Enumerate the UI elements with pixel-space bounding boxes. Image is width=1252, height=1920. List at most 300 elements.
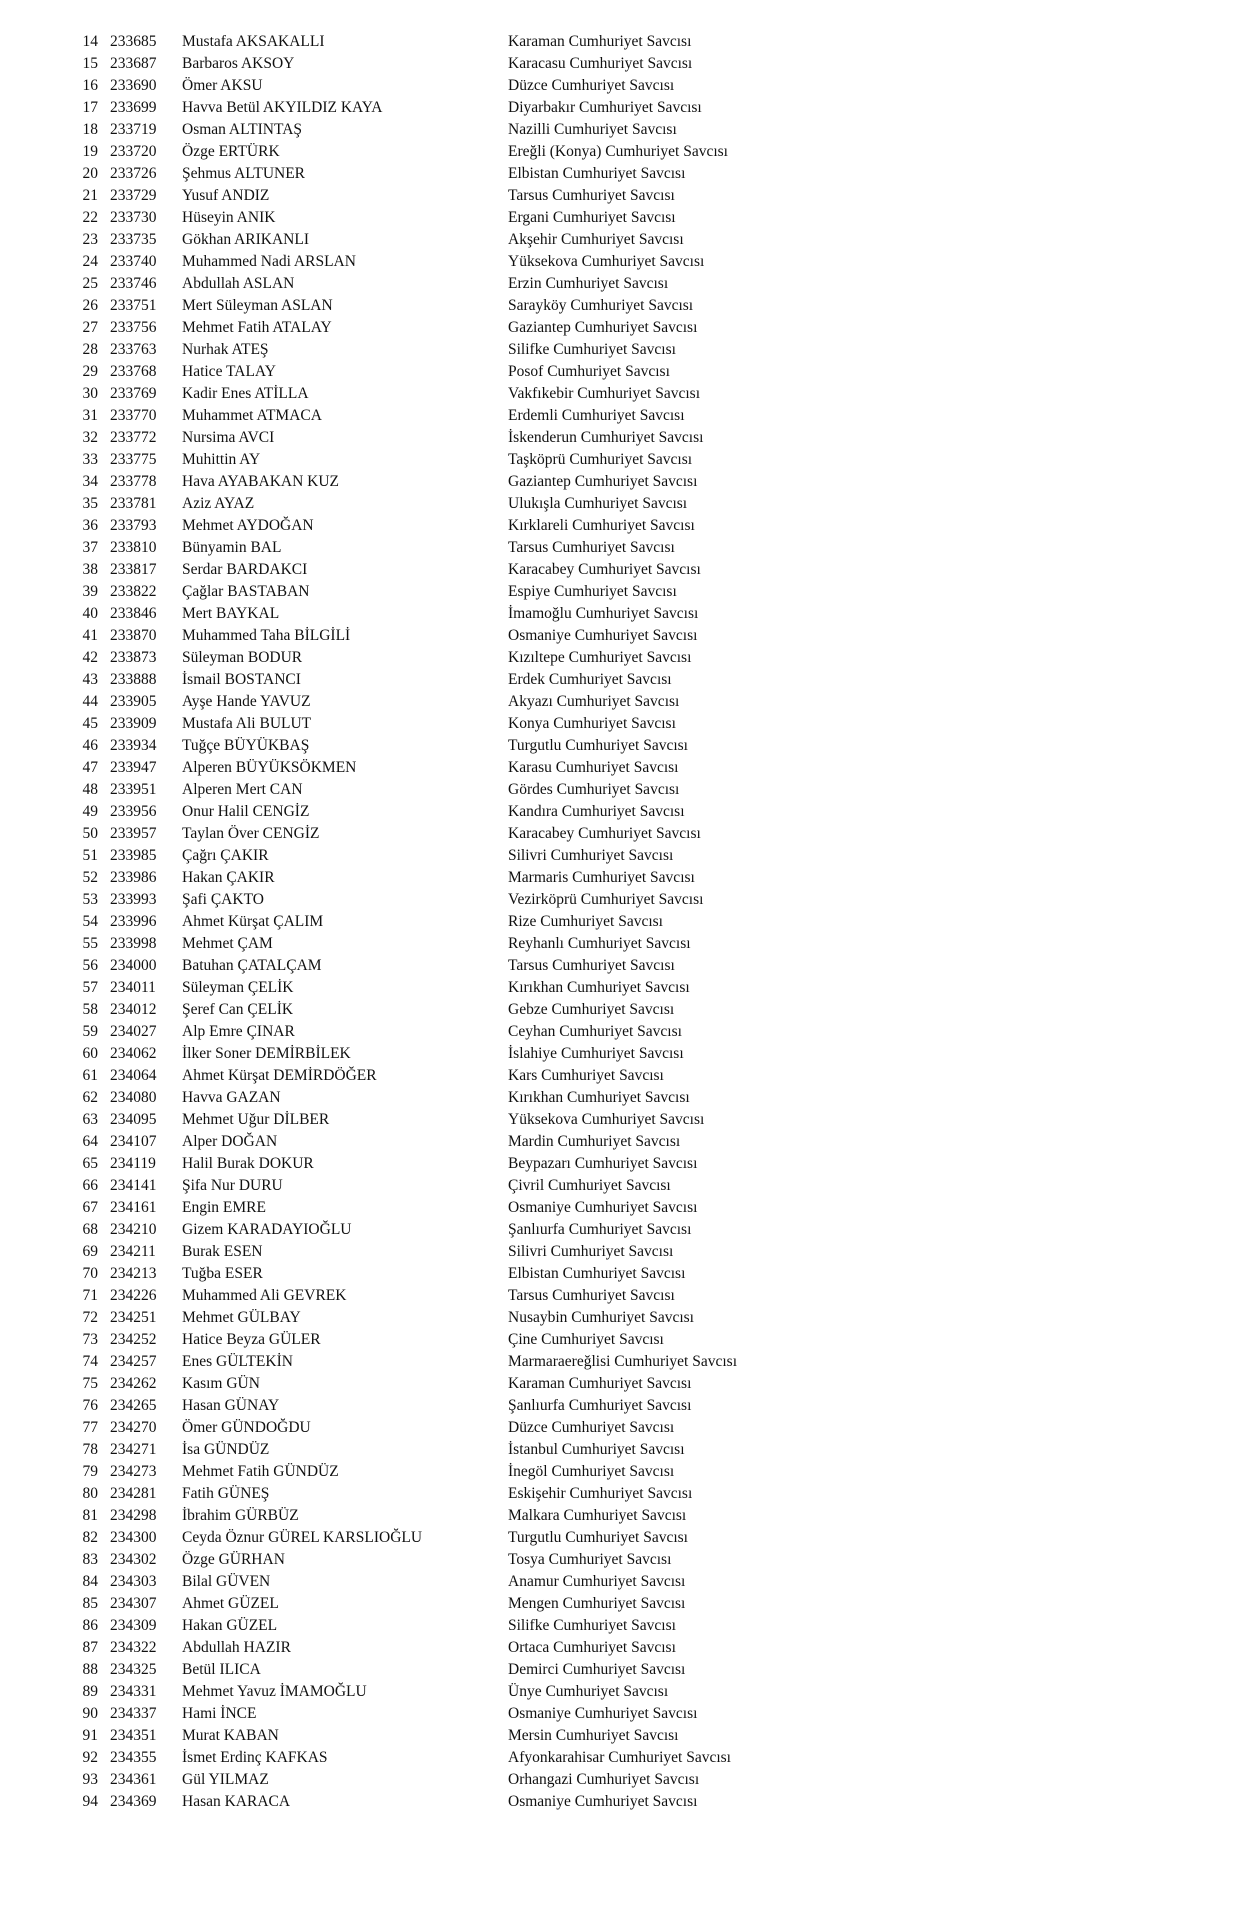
list-row — [0, 647, 1252, 669]
row-number: 42 — [82, 649, 98, 666]
row-number: 33 — [82, 451, 98, 468]
registry-number: 233781 — [110, 495, 157, 512]
person-name: Ahmet Kürşat ÇALIM — [182, 913, 324, 930]
registry-number: 234210 — [110, 1221, 157, 1238]
row-number: 49 — [82, 803, 98, 820]
list-row — [0, 823, 1252, 845]
registry-number: 234355 — [110, 1749, 157, 1766]
assigned-post: Gaziantep Cumhuriyet Savcısı — [508, 473, 698, 490]
assigned-post: Kızıltepe Cumhuriyet Savcısı — [508, 649, 692, 666]
row-number: 21 — [82, 187, 98, 204]
person-name: Muhammet ATMACA — [182, 407, 322, 424]
assigned-post: Karaman Cumhuriyet Savcısı — [508, 33, 692, 50]
registry-number: 233993 — [110, 891, 157, 908]
person-name: Mert Süleyman ASLAN — [182, 297, 333, 314]
person-name: Özge ERTÜRK — [182, 143, 280, 160]
registry-number: 233769 — [110, 385, 157, 402]
list-row — [0, 1219, 1252, 1241]
assigned-post: Akyazı Cumhuriyet Savcısı — [508, 693, 680, 710]
list-row — [0, 911, 1252, 933]
person-name: İsa GÜNDÜZ — [182, 1441, 270, 1458]
row-number: 14 — [82, 33, 98, 50]
row-number: 68 — [82, 1221, 98, 1238]
registry-number: 233996 — [110, 913, 157, 930]
registry-number: 234270 — [110, 1419, 157, 1436]
list-row — [0, 889, 1252, 911]
row-number: 64 — [82, 1133, 98, 1150]
person-name: Osman ALTINTAŞ — [182, 121, 303, 138]
registry-number: 233934 — [110, 737, 157, 754]
list-row — [0, 75, 1252, 97]
registry-number: 234331 — [110, 1683, 157, 1700]
registry-number: 234080 — [110, 1089, 157, 1106]
registry-number: 234252 — [110, 1331, 157, 1348]
assigned-post: Vakfıkebir Cumhuriyet Savcısı — [508, 385, 700, 402]
assigned-post: Taşköprü Cumhuriyet Savcısı — [508, 451, 693, 468]
list-row — [0, 625, 1252, 647]
assigned-post: Ortaca Cumhuriyet Savcısı — [508, 1639, 676, 1656]
list-row — [0, 1483, 1252, 1505]
person-name: Mert BAYKAL — [182, 605, 280, 622]
person-name: Mehmet Fatih ATALAY — [182, 319, 332, 336]
person-name: Muhittin AY — [182, 451, 261, 468]
list-row — [0, 185, 1252, 207]
row-number: 35 — [82, 495, 98, 512]
list-row — [0, 691, 1252, 713]
assigned-post: Silifke Cumhuriyet Savcısı — [508, 341, 676, 358]
person-name: Kadir Enes ATİLLA — [182, 385, 309, 402]
list-row — [0, 449, 1252, 471]
person-name: Hatice Beyza GÜLER — [182, 1331, 321, 1348]
registry-number: 233740 — [110, 253, 157, 270]
assigned-post: Tosya Cumhuriyet Savcısı — [508, 1551, 672, 1568]
assigned-post: Şanlıurfa Cumhuriyet Savcısı — [508, 1221, 692, 1238]
row-number: 46 — [82, 737, 98, 754]
list-row — [0, 1659, 1252, 1681]
registry-number: 233729 — [110, 187, 157, 204]
registry-number: 234369 — [110, 1793, 157, 1810]
person-name: Abdullah HAZIR — [182, 1639, 291, 1656]
row-number: 79 — [82, 1463, 98, 1480]
person-name: Hatice TALAY — [182, 363, 276, 380]
assigned-post: Yüksekova Cumhuriyet Savcısı — [508, 253, 705, 270]
assigned-post: Kars Cumhuriyet Savcısı — [508, 1067, 664, 1084]
row-number: 83 — [82, 1551, 98, 1568]
row-number: 60 — [82, 1045, 98, 1062]
list-row — [0, 1329, 1252, 1351]
row-number: 65 — [82, 1155, 98, 1172]
list-row — [0, 361, 1252, 383]
registry-number: 234298 — [110, 1507, 157, 1524]
registry-number: 234337 — [110, 1705, 157, 1722]
person-name: Havva GAZAN — [182, 1089, 281, 1106]
assigned-post: Tarsus Cumhuriyet Savcısı — [508, 957, 675, 974]
registry-number: 234309 — [110, 1617, 157, 1634]
list-row — [0, 801, 1252, 823]
registry-number: 234273 — [110, 1463, 157, 1480]
assigned-post: İnegöl Cumhuriyet Savcısı — [508, 1463, 675, 1480]
list-row — [0, 1109, 1252, 1131]
registry-number: 233817 — [110, 561, 157, 578]
row-number: 55 — [82, 935, 98, 952]
assigned-post: Karasu Cumhuriyet Savcısı — [508, 759, 679, 776]
assigned-post: Anamur Cumhuriyet Savcısı — [508, 1573, 686, 1590]
row-number: 80 — [82, 1485, 98, 1502]
assigned-post: İstanbul Cumhuriyet Savcısı — [508, 1441, 685, 1458]
row-number: 57 — [82, 979, 98, 996]
assigned-post: Elbistan Cumhuriyet Savcısı — [508, 165, 686, 182]
list-row — [0, 977, 1252, 999]
person-name: Gizem KARADAYIOĞLU — [182, 1221, 352, 1238]
list-row — [0, 1769, 1252, 1791]
registry-number: 233947 — [110, 759, 157, 776]
person-name: Süleyman BODUR — [182, 649, 303, 666]
person-name: Mehmet ÇAM — [182, 935, 273, 952]
registry-number: 233687 — [110, 55, 157, 72]
row-number: 78 — [82, 1441, 98, 1458]
assigned-post: Tarsus Cumhuriyet Savcısı — [508, 1287, 675, 1304]
assigned-post: Tarsus Cumhuriyet Savcısı — [508, 187, 675, 204]
registry-number: 233822 — [110, 583, 157, 600]
registry-number: 234107 — [110, 1133, 157, 1150]
assigned-post: Sarayköy Cumhuriyet Savcısı — [508, 297, 694, 314]
person-name: Enes GÜLTEKİN — [182, 1353, 293, 1370]
list-row — [0, 1461, 1252, 1483]
list-row — [0, 845, 1252, 867]
registry-number: 234226 — [110, 1287, 157, 1304]
assigned-post: Kandıra Cumhuriyet Savcısı — [508, 803, 685, 820]
registry-number: 234265 — [110, 1397, 157, 1414]
assigned-post: Karacabey Cumhuriyet Savcısı — [508, 561, 701, 578]
row-number: 82 — [82, 1529, 98, 1546]
assigned-post: Çivril Cumhuriyet Savcısı — [508, 1177, 671, 1194]
registry-number: 233951 — [110, 781, 157, 798]
registry-number: 233751 — [110, 297, 157, 314]
list-row — [0, 1153, 1252, 1175]
assigned-post: Yüksekova Cumhuriyet Savcısı — [508, 1111, 705, 1128]
registry-number: 233909 — [110, 715, 157, 732]
row-number: 74 — [82, 1353, 98, 1370]
row-number: 52 — [82, 869, 98, 886]
person-name: Ömer GÜNDOĞDU — [182, 1419, 311, 1436]
person-name: Hasan GÜNAY — [182, 1397, 280, 1414]
registry-number: 233905 — [110, 693, 157, 710]
row-number: 36 — [82, 517, 98, 534]
list-row — [0, 1043, 1252, 1065]
person-name: Süleyman ÇELİK — [182, 979, 294, 996]
assigned-post: Elbistan Cumhuriyet Savcısı — [508, 1265, 686, 1282]
row-number: 94 — [82, 1793, 98, 1810]
person-name: Barbaros AKSOY — [182, 55, 295, 72]
person-name: Gül YILMAZ — [182, 1771, 269, 1788]
person-name: Alp Emre ÇINAR — [182, 1023, 295, 1040]
person-name: İsmail BOSTANCI — [182, 671, 301, 688]
row-number: 39 — [82, 583, 98, 600]
list-row — [0, 603, 1252, 625]
row-number: 51 — [82, 847, 98, 864]
row-number: 81 — [82, 1507, 98, 1524]
person-name: Serdar BARDAKCI — [182, 561, 308, 578]
assigned-post: Nazilli Cumhuriyet Savcısı — [508, 121, 677, 138]
assigned-post: Karaman Cumhuriyet Savcısı — [508, 1375, 692, 1392]
list-row — [0, 1549, 1252, 1571]
person-name: Alperen BÜYÜKSÖKMEN — [182, 759, 357, 776]
list-row — [0, 537, 1252, 559]
registry-number: 234012 — [110, 1001, 157, 1018]
list-row — [0, 1637, 1252, 1659]
person-name: Çağlar BASTABAN — [182, 583, 310, 600]
person-name: Gökhan ARIKANLI — [182, 231, 309, 248]
person-name: Bilal GÜVEN — [182, 1573, 271, 1590]
person-name: Mustafa AKSAKALLI — [182, 33, 325, 50]
row-number: 22 — [82, 209, 98, 226]
person-name: Çağrı ÇAKIR — [182, 847, 269, 864]
assigned-post: Mersin Cumhuriyet Savcısı — [508, 1727, 679, 1744]
person-name: Kasım GÜN — [182, 1375, 260, 1392]
person-name: Betül ILICA — [182, 1661, 261, 1678]
registry-number: 233726 — [110, 165, 157, 182]
person-name: Fatih GÜNEŞ — [182, 1485, 270, 1502]
list-row — [0, 31, 1252, 53]
assigned-post: Akşehir Cumhuriyet Savcısı — [508, 231, 684, 248]
row-number: 30 — [82, 385, 98, 402]
assigned-post: İslahiye Cumhuriyet Savcısı — [508, 1045, 684, 1062]
row-number: 31 — [82, 407, 98, 424]
person-name: Havva Betül AKYILDIZ KAYA — [182, 99, 383, 116]
assigned-post: Orhangazi Cumhuriyet Savcısı — [508, 1771, 700, 1788]
person-name: Nursima AVCI — [182, 429, 275, 446]
assigned-post: Vezirköprü Cumhuriyet Savcısı — [508, 891, 704, 908]
registry-number: 233998 — [110, 935, 157, 952]
row-number: 59 — [82, 1023, 98, 1040]
person-name: Şafi ÇAKTO — [182, 891, 264, 908]
row-number: 84 — [82, 1573, 98, 1590]
assigned-post: Ceyhan Cumhuriyet Savcısı — [508, 1023, 682, 1040]
list-row — [0, 779, 1252, 801]
assigned-post: Rize Cumhuriyet Savcısı — [508, 913, 663, 930]
row-number: 76 — [82, 1397, 98, 1414]
row-number: 86 — [82, 1617, 98, 1634]
registry-number: 234281 — [110, 1485, 157, 1502]
assigned-post: Gaziantep Cumhuriyet Savcısı — [508, 319, 698, 336]
list-row — [0, 1417, 1252, 1439]
person-name: Mehmet AYDOĞAN — [182, 517, 314, 534]
row-number: 70 — [82, 1265, 98, 1282]
person-name: Muhammed Ali GEVREK — [182, 1287, 347, 1304]
person-name: Alper DOĞAN — [182, 1133, 278, 1150]
list-row — [0, 999, 1252, 1021]
registry-number: 234062 — [110, 1045, 157, 1062]
list-row — [0, 1505, 1252, 1527]
assigned-post: Marmaris Cumhuriyet Savcısı — [508, 869, 695, 886]
person-name: Şifa Nur DURU — [182, 1177, 283, 1194]
registry-number: 233775 — [110, 451, 157, 468]
row-number: 50 — [82, 825, 98, 842]
registry-number: 233810 — [110, 539, 157, 556]
person-name: Ahmet Kürşat DEMİRDÖĞER — [182, 1067, 377, 1084]
registry-number: 233735 — [110, 231, 157, 248]
registry-number: 234307 — [110, 1595, 157, 1612]
registry-number: 234351 — [110, 1727, 157, 1744]
registry-number: 233719 — [110, 121, 157, 138]
list-row — [0, 1175, 1252, 1197]
list-row — [0, 317, 1252, 339]
list-row — [0, 1571, 1252, 1593]
person-name: Engin EMRE — [182, 1199, 266, 1216]
row-number: 41 — [82, 627, 98, 644]
list-row — [0, 229, 1252, 251]
list-row — [0, 405, 1252, 427]
person-name: Burak ESEN — [182, 1243, 263, 1260]
person-name: Muhammed Nadi ARSLAN — [182, 253, 356, 270]
person-name: Şehmus ALTUNER — [182, 165, 306, 182]
row-number: 71 — [82, 1287, 98, 1304]
registry-number: 233756 — [110, 319, 157, 336]
row-number: 27 — [82, 319, 98, 336]
registry-number: 233763 — [110, 341, 157, 358]
list-row — [0, 1791, 1252, 1813]
assigned-post: Marmaraereğlisi Cumhuriyet Savcısı — [508, 1353, 737, 1370]
assigned-post: Nusaybin Cumhuriyet Savcısı — [508, 1309, 694, 1326]
person-name: Onur Halil CENGİZ — [182, 803, 310, 820]
row-number: 23 — [82, 231, 98, 248]
list-row — [0, 119, 1252, 141]
list-row — [0, 735, 1252, 757]
registry-number: 233778 — [110, 473, 157, 490]
list-row — [0, 163, 1252, 185]
person-name: Batuhan ÇATALÇAM — [182, 957, 322, 974]
registry-number: 233873 — [110, 649, 157, 666]
registry-number: 234095 — [110, 1111, 157, 1128]
person-name: Ahmet GÜZEL — [182, 1595, 279, 1612]
assigned-post: Osmaniye Cumhuriyet Savcısı — [508, 1199, 698, 1216]
list-row — [0, 1703, 1252, 1725]
row-number: 40 — [82, 605, 98, 622]
list-row — [0, 713, 1252, 735]
person-name: Mehmet GÜLBAY — [182, 1309, 301, 1326]
registry-number: 234302 — [110, 1551, 157, 1568]
list-row — [0, 581, 1252, 603]
row-number: 88 — [82, 1661, 98, 1678]
row-number: 63 — [82, 1111, 98, 1128]
registry-number: 233870 — [110, 627, 157, 644]
row-number: 44 — [82, 693, 98, 710]
assigned-post: Erzin Cumhuriyet Savcısı — [508, 275, 669, 292]
row-number: 26 — [82, 297, 98, 314]
row-number: 61 — [82, 1067, 98, 1084]
row-number: 25 — [82, 275, 98, 292]
person-name: Taylan Över CENGİZ — [182, 825, 320, 842]
list-row — [0, 53, 1252, 75]
assigned-post: Düzce Cumhuriyet Savcısı — [508, 1419, 675, 1436]
list-row — [0, 493, 1252, 515]
registry-number: 234211 — [110, 1243, 156, 1260]
list-row — [0, 339, 1252, 361]
registry-number: 233685 — [110, 33, 157, 50]
row-number: 32 — [82, 429, 98, 446]
assigned-post: İmamoğlu Cumhuriyet Savcısı — [508, 605, 699, 622]
registry-number: 234361 — [110, 1771, 157, 1788]
assigned-post: Karacabey Cumhuriyet Savcısı — [508, 825, 701, 842]
registry-number: 233846 — [110, 605, 157, 622]
person-name: Şeref Can ÇELİK — [182, 1001, 294, 1018]
row-number: 92 — [82, 1749, 98, 1766]
person-name: Hasan KARACA — [182, 1793, 291, 1810]
registry-number: 234000 — [110, 957, 157, 974]
assigned-post: Malkara Cumhuriyet Savcısı — [508, 1507, 687, 1524]
assigned-post: Turgutlu Cumhuriyet Savcısı — [508, 1529, 688, 1546]
list-row — [0, 669, 1252, 691]
row-number: 48 — [82, 781, 98, 798]
assigned-post: Kırklareli Cumhuriyet Savcısı — [508, 517, 695, 534]
row-number: 67 — [82, 1199, 98, 1216]
assigned-post: Posof Cumhuriyet Savcısı — [508, 363, 670, 380]
registry-number: 234325 — [110, 1661, 157, 1678]
person-name: Yusuf ANDIZ — [182, 187, 270, 204]
person-name: Alperen Mert CAN — [182, 781, 303, 798]
assigned-post: Düzce Cumhuriyet Savcısı — [508, 77, 675, 94]
assigned-post: Silivri Cumhuriyet Savcısı — [508, 1243, 674, 1260]
registry-number: 233730 — [110, 209, 157, 226]
person-name: Muhammed Taha BİLGİLİ — [182, 627, 351, 644]
list-row — [0, 1615, 1252, 1637]
row-number: 47 — [82, 759, 98, 776]
registry-number: 234141 — [110, 1177, 157, 1194]
person-name: Ömer AKSU — [182, 77, 263, 94]
assigned-post: Osmaniye Cumhuriyet Savcısı — [508, 1705, 698, 1722]
row-number: 90 — [82, 1705, 98, 1722]
person-name: Mehmet Yavuz İMAMOĞLU — [182, 1683, 367, 1700]
list-row — [0, 383, 1252, 405]
list-row — [0, 1373, 1252, 1395]
person-name: İlker Soner DEMİRBİLEK — [182, 1045, 351, 1062]
row-number: 24 — [82, 253, 98, 270]
row-number: 17 — [82, 99, 98, 116]
assigned-post: Turgutlu Cumhuriyet Savcısı — [508, 737, 688, 754]
registry-number: 233746 — [110, 275, 157, 292]
list-row — [0, 955, 1252, 977]
person-name: Halil Burak DOKUR — [182, 1155, 314, 1172]
person-name: Abdullah ASLAN — [182, 275, 295, 292]
registry-number: 233956 — [110, 803, 157, 820]
person-name: Hakan ÇAKIR — [182, 869, 275, 886]
registry-number: 233770 — [110, 407, 157, 424]
row-number: 89 — [82, 1683, 98, 1700]
assigned-post: Tarsus Cumhuriyet Savcısı — [508, 539, 675, 556]
person-name: Aziz AYAZ — [182, 495, 255, 512]
list-row — [0, 1725, 1252, 1747]
assigned-post: Ulukışla Cumhuriyet Savcısı — [508, 495, 688, 512]
assigned-post: Ereğli (Konya) Cumhuriyet Savcısı — [508, 143, 728, 160]
list-row — [0, 1395, 1252, 1417]
person-name: Bünyamin BAL — [182, 539, 282, 556]
person-name: Mehmet Fatih GÜNDÜZ — [182, 1463, 339, 1480]
row-number: 18 — [82, 121, 98, 138]
list-row — [0, 1087, 1252, 1109]
person-name: Tuğba ESER — [182, 1265, 263, 1282]
assigned-post: Kırıkhan Cumhuriyet Savcısı — [508, 979, 690, 996]
person-name: Tuğçe BÜYÜKBAŞ — [182, 737, 310, 754]
registry-number: 234300 — [110, 1529, 157, 1546]
list-row — [0, 207, 1252, 229]
list-row — [0, 1263, 1252, 1285]
assigned-post: Ergani Cumhuriyet Savcısı — [508, 209, 676, 226]
assigned-post: Çine Cumhuriyet Savcısı — [508, 1331, 664, 1348]
assigned-post: Afyonkarahisar Cumhuriyet Savcısı — [508, 1749, 731, 1766]
list-row — [0, 1197, 1252, 1219]
list-row — [0, 251, 1252, 273]
person-name: Murat KABAN — [182, 1727, 279, 1744]
